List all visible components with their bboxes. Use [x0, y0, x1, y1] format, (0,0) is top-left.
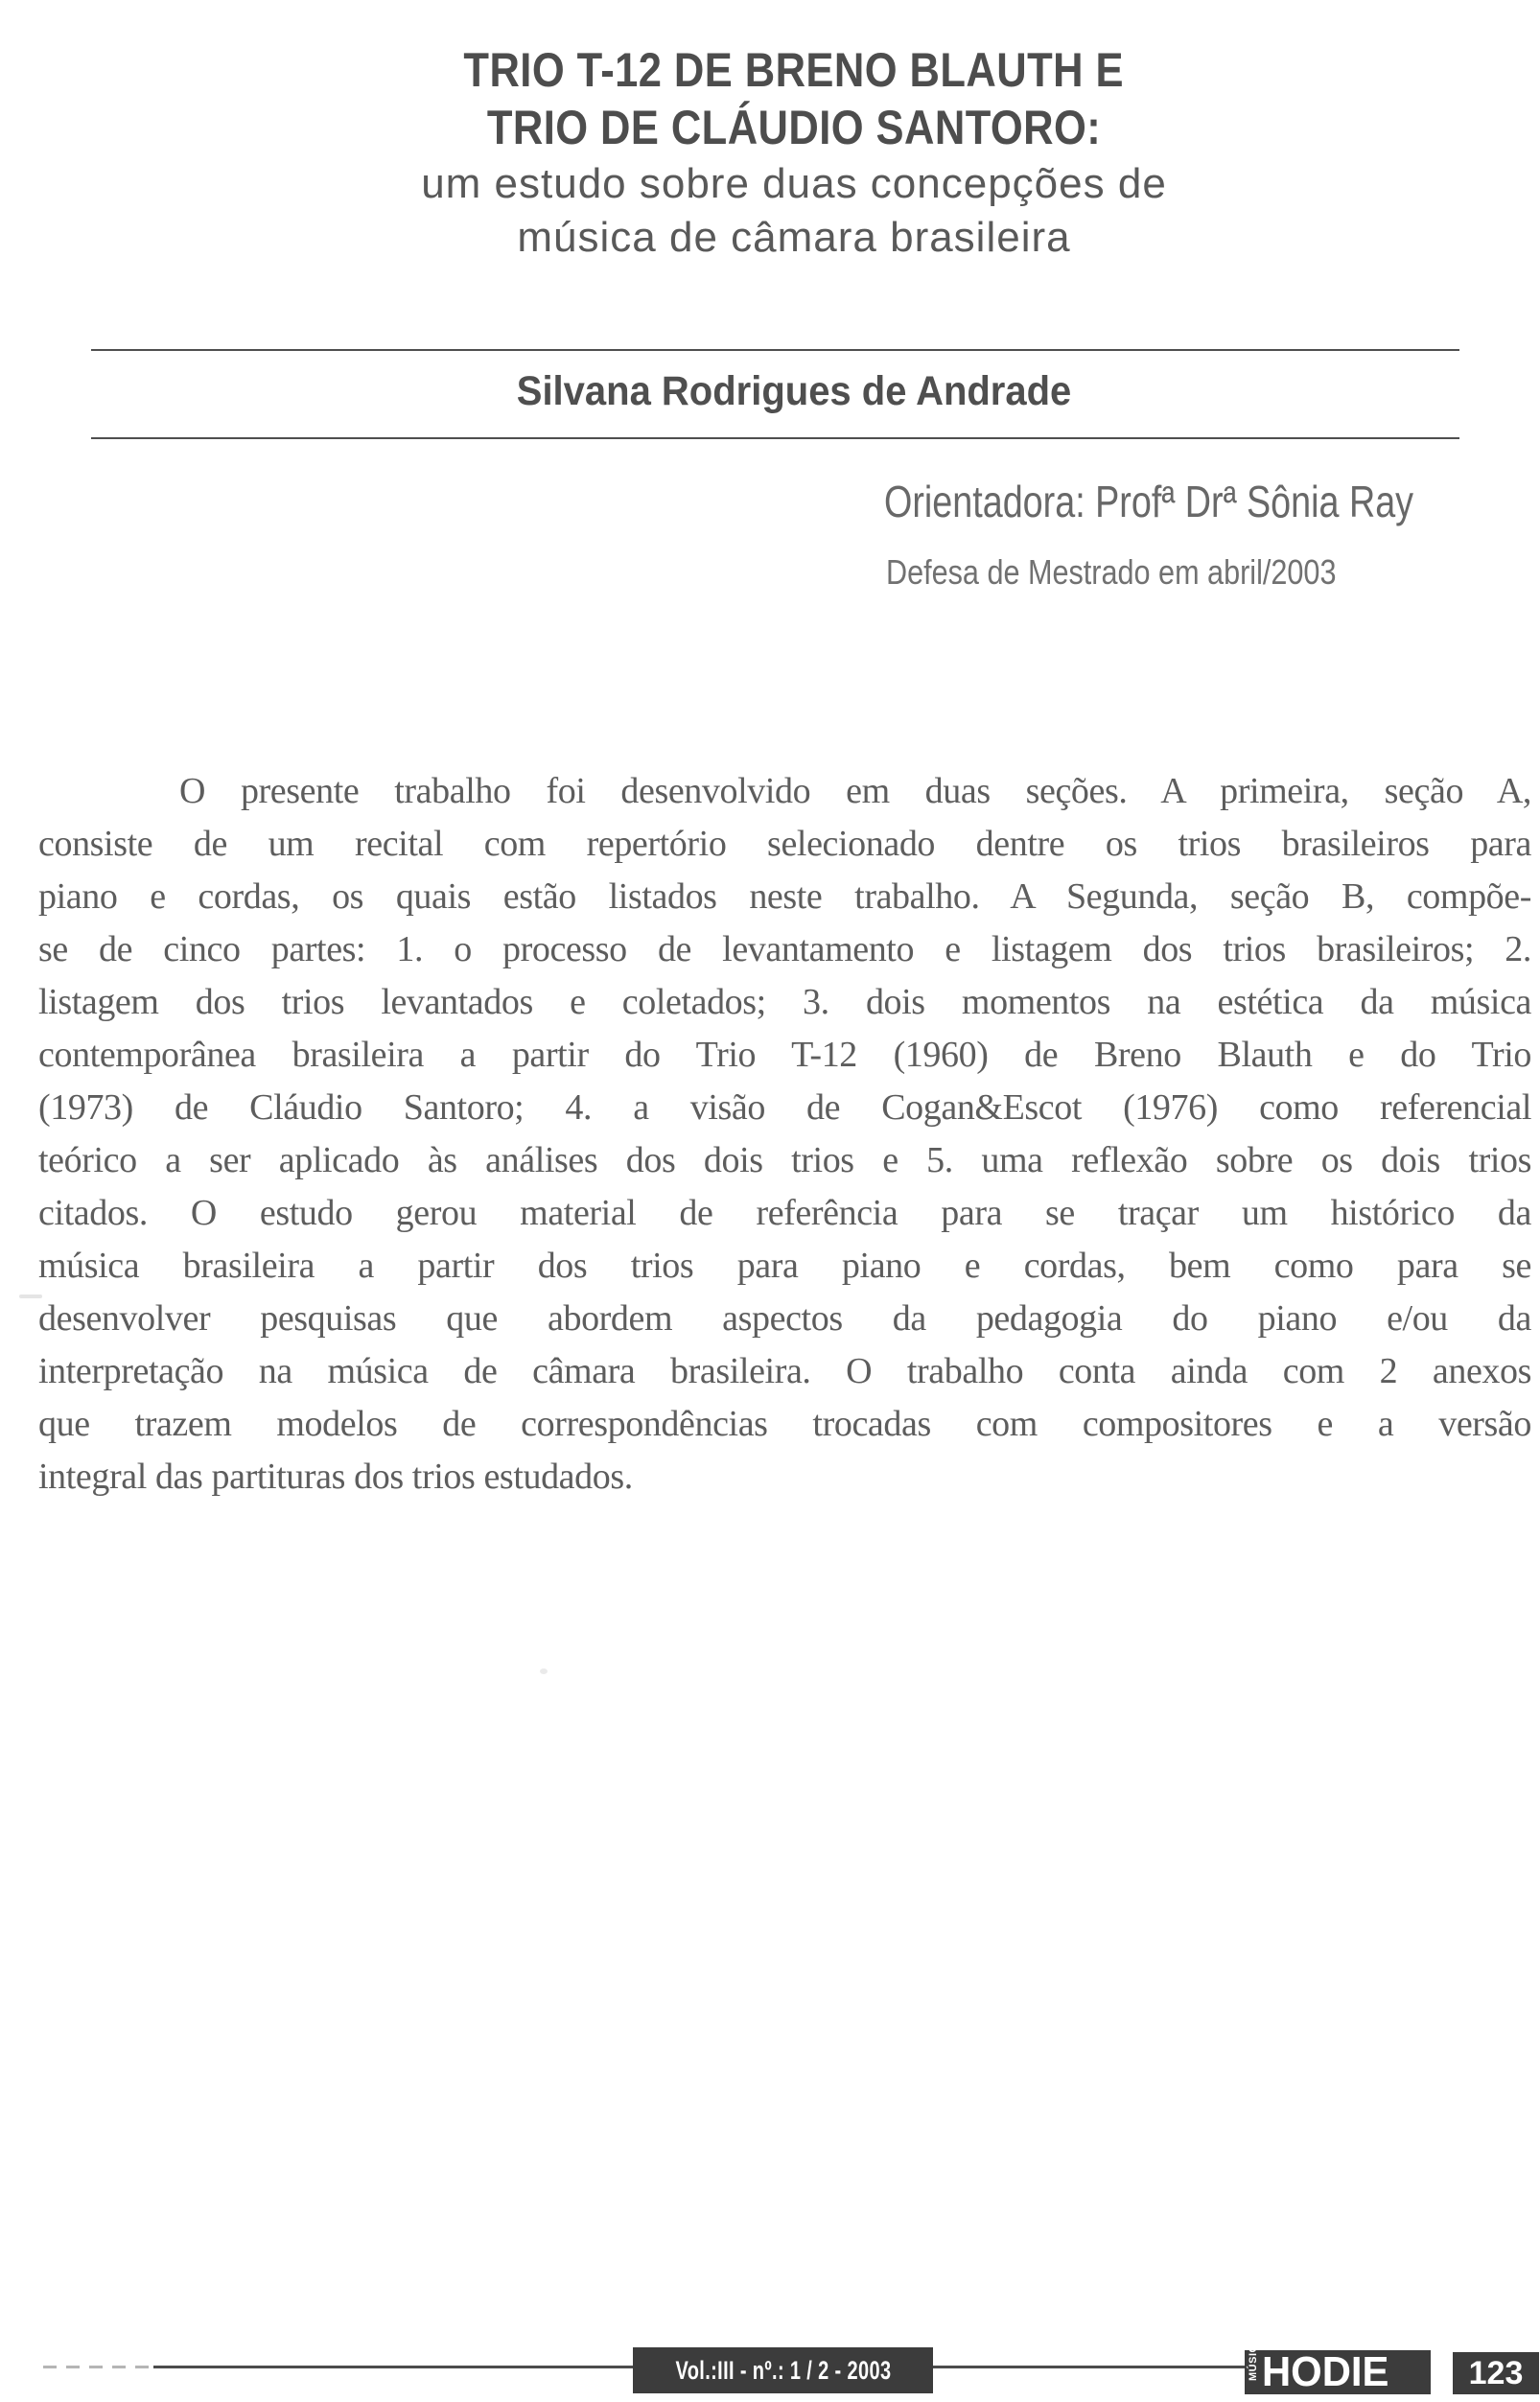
scan-artifact-dash — [19, 1294, 42, 1298]
page-number: 123 — [1468, 2354, 1524, 2391]
abstract-line: contemporânea brasileira a partir do Trio T-12 (1960) de Breno Blauth e do Trio — [38, 1035, 1531, 1075]
journal-logo — [1245, 2336, 1431, 2395]
author-name: Silvana Rodrigues de Andrade — [516, 368, 1072, 414]
horizontal-rule-bottom — [91, 437, 1459, 439]
horizontal-rule-top — [91, 349, 1459, 351]
abstract-line: desenvolver pesquisas que abordem aspectos da pedagogia do piano e/ou da — [38, 1298, 1531, 1339]
abstract-line: teórico a ser aplicado às análises dos dois trios e 5. uma reflexão sobre os dois trios — [38, 1140, 1531, 1180]
abstract-line: integral das partituras dos trios estudados. — [38, 1457, 633, 1497]
abstract-line: listagem dos trios levantados e coletados; 3. dois momentos na estética da música — [38, 982, 1531, 1022]
article-subtitle-line-2: música de câmara brasileira — [517, 214, 1071, 261]
footer-dashed-line — [43, 2366, 153, 2368]
article-title-line-1 — [48, 43, 1540, 97]
journal-logo-wordmark: HODIE — [1262, 2348, 1389, 2395]
article-subtitle-line-1: um estudo sobre duas concepções de — [421, 160, 1167, 207]
abstract-line: interpretação na música de câmara brasileira. O trabalho conta ainda com 2 anexos — [38, 1351, 1531, 1391]
footer-volume-text: Vol.:III - nº.: 1 / 2 - 2003 — [675, 2355, 891, 2385]
page-number-badge — [1453, 2352, 1539, 2394]
article-title-line-2 — [48, 101, 1540, 154]
defense-date-line: Defesa de Mestrado em abril/2003 — [886, 552, 1337, 592]
article-title-text-1: TRIO T-12 DE BRENO BLAUTH E — [463, 43, 1125, 97]
footer-volume-badge — [633, 2347, 933, 2393]
scan-artifact-dot — [540, 1668, 548, 1674]
abstract-line: se de cinco partes: 1. o processo de levantamento e listagem dos trios brasileiros; 2. — [38, 929, 1531, 969]
abstract-paragraph — [38, 765, 1531, 1504]
abstract-line: que trazem modelos de correspondências trocadas com compositores e a versão — [38, 1404, 1531, 1444]
abstract-line: consiste de um recital com repertório selecionado dentre os trios brasileiros para — [38, 824, 1531, 864]
abstract-line: O presente trabalho foi desenvolvido em duas seções. A primeira, seção A, — [179, 771, 1531, 811]
abstract-line: música brasileira a partir dos trios para piano e cordas, bem como para se — [38, 1246, 1531, 1286]
advisor-line: Orientadora: Profª Drª Sônia Ray — [884, 477, 1414, 526]
article-title-text-2: TRIO DE CLÁUDIO SANTORO: — [486, 101, 1102, 154]
abstract-line: citados. O estudo gerou material de referência para se traçar um histórico da — [38, 1193, 1531, 1233]
abstract-line: (1973) de Cláudio Santoro; 4. a visão de Cogan&Escot (1976) como referencial — [38, 1087, 1531, 1128]
journal-logo-vertical-label: MÚSICA — [1248, 2336, 1259, 2381]
abstract-line: piano e cordas, os quais estão listados neste trabalho. A Segunda, seção B, compõe- — [38, 876, 1531, 917]
